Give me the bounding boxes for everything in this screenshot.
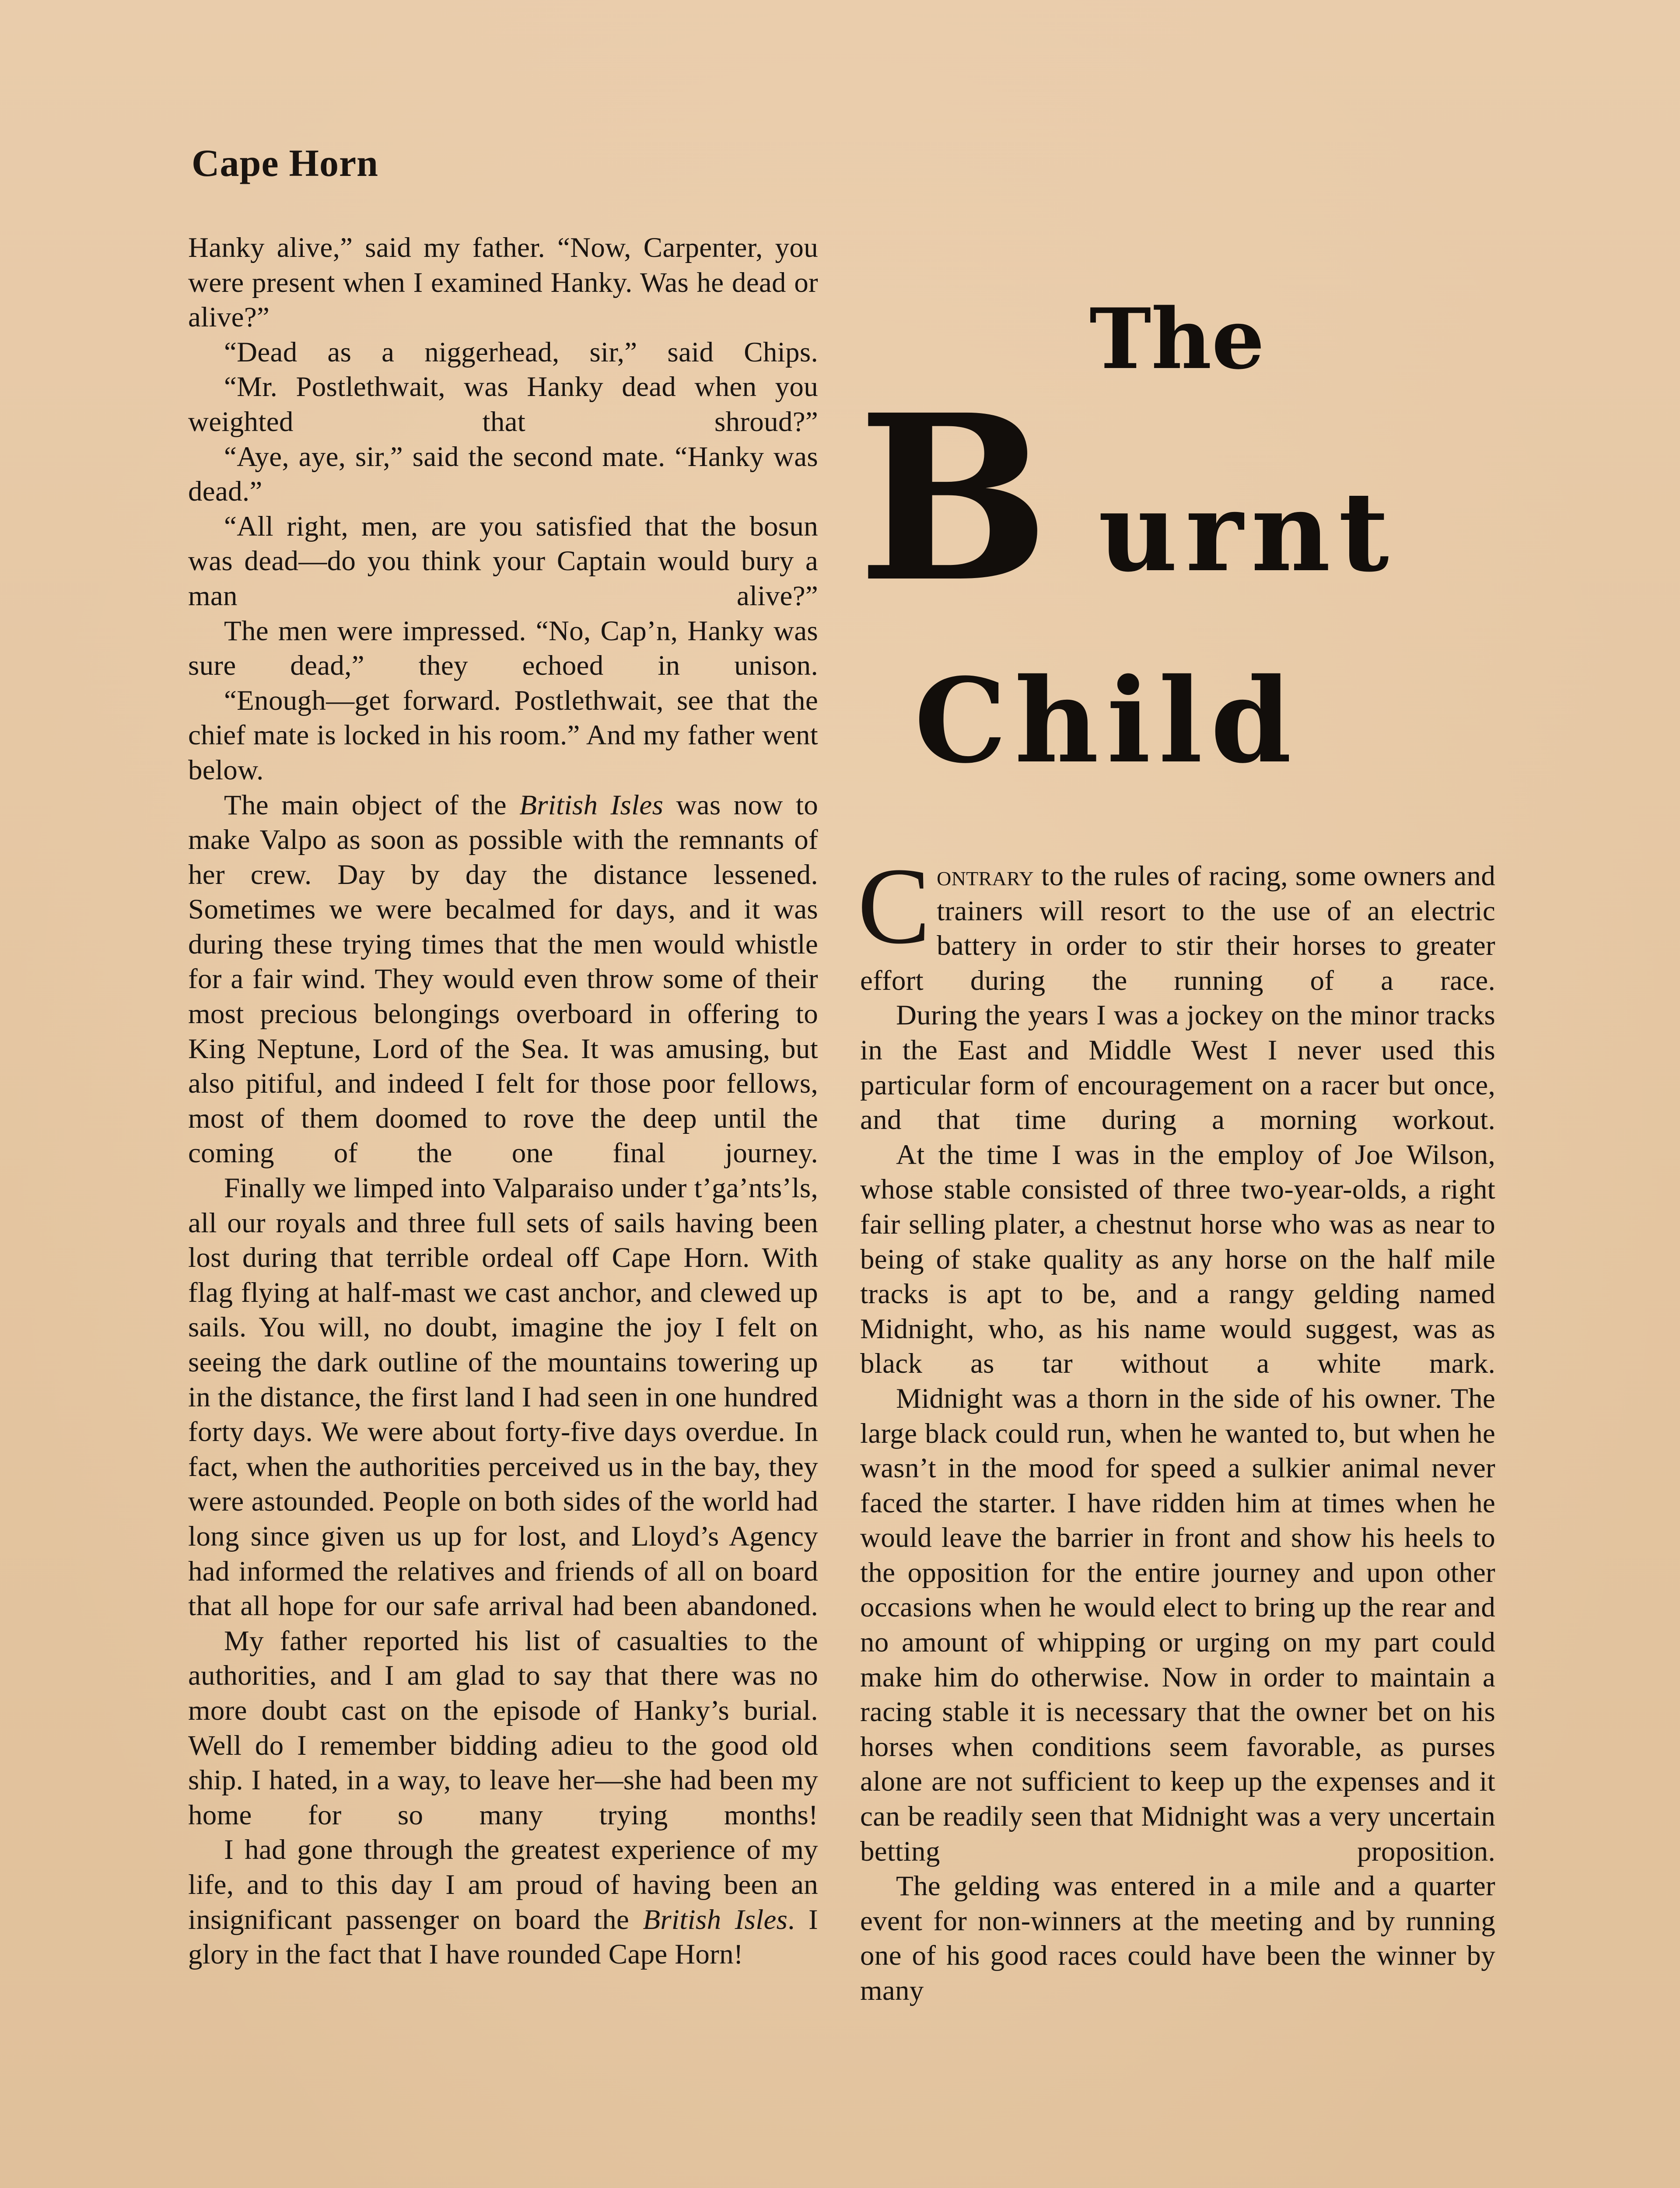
ship-name: British Isles bbox=[643, 1904, 788, 1936]
paragraph: My father reported his list of casualties to the authorities, and I am glad to say that there was no more doubt cast on the episode of Hanky’s burial. Well do I remember bidding adieu to the good old ship. I hated, in a way, to leave her—she had been my home for so many trying months! bbox=[188, 1625, 818, 1831]
paragraph: “All right, men, are you satisfied that the bosun was dead—do you think your Captain would bury a man alive?” bbox=[188, 510, 818, 612]
paragraph: The men were impressed. “No, Cap’n, Hanky was sure dead,” they echoed in unison. bbox=[188, 615, 818, 682]
opening-word: ontrary bbox=[937, 860, 1034, 892]
ship-name: British Isles bbox=[519, 789, 664, 821]
paragraph: “Dead as a niggerhead, sir,” said Chips. bbox=[224, 336, 818, 368]
text-run: . I glory in the fact that I have rounded Cape Horn! bbox=[188, 1904, 818, 1971]
text-run: I had gone through the greatest experience of my life, and to this day I am proud of having been an insignificant passenger on board the bbox=[188, 1834, 818, 1936]
right-column bbox=[858, 845, 1495, 2009]
paragraph: “Aye, aye, sir,” said the second mate. “Hanky was dead.” bbox=[188, 441, 818, 508]
story-title-urnt: urnt bbox=[1098, 467, 1397, 596]
story-title-child: Child bbox=[914, 653, 1300, 789]
paragraph: The gelding was entered in a mile and a quarter event for non-winners at the meeting and by running one of his good races could have been the winner by many bbox=[860, 1870, 1495, 2006]
opening-paragraph bbox=[858, 845, 1495, 998]
text-run: The main object of the bbox=[224, 789, 520, 821]
paragraph: At the time I was in the employ of Joe Wilson, whose stable consisted of three two-year-olds, a right fair selling plater, a chestnut horse who was as near to being of stake quality as any horse on the half mile tracks is apt to be, and a rangy gelding named Midnight, who, as his name would suggest, was as black as tar without a white mark. bbox=[860, 1139, 1495, 1380]
story-title-the: The bbox=[1089, 290, 1265, 388]
text-run: to the rules of racing, some owners and trainers will resort to the use of an electric battery in order to stir their horses to greater effort during the running of a race. bbox=[860, 860, 1495, 996]
running-head: Cape Horn bbox=[192, 142, 378, 185]
paragraph bbox=[188, 1833, 818, 1972]
story-title-initial: B bbox=[858, 365, 1051, 632]
drop-cap: C bbox=[858, 845, 931, 967]
paragraph: “Enough—get forward. Postlethwait, see that the chief mate is locked in his room.” And my father went below. bbox=[188, 684, 818, 786]
paragraph: Hanky alive,” said my father. “Now, Carpenter, you were present when I examined Hanky. Was he dead or alive?” bbox=[188, 232, 818, 333]
paragraph: Midnight was a thorn in the side of his owner. The large black could run, when he wanted to, but when he wasn’t in the mood for speed a sulkier animal never faced the starter. I have ridden him at times when he would leave the barrier in front and show his heels to the opposition for the entire journey and upon other occasions when he would elect to bring up the rear and no amount of whipping or urging on my part could make him do otherwise. Now in order to maintain a racing stable it is necessary that the owner bet on his horses when conditions seem favorable, as purses alone are not sufficient to keep up the expenses and it can be readily seen that Midnight was a very uncertain betting proposition. bbox=[860, 1382, 1495, 1867]
paragraph: “Mr. Postlethwait, was Hanky dead when you weighted that shroud?” bbox=[188, 371, 818, 438]
left-column bbox=[188, 231, 818, 1972]
text-run: was now to make Valpo as soon as possible with the remnants of her crew. Day by day the distance lessened. Sometimes we were becalmed for days, and it was during these trying times that the men would whistle for a fair wind. They would even throw some of their most precious belongings overboard in offering to King Neptune, Lord of the Sea. It was amusing, but also pitiful, and indeed I felt for those poor fellows, most of them doomed to rove the deep until the coming of the one final journey. bbox=[188, 789, 819, 1169]
paragraph bbox=[188, 788, 818, 1171]
paragraph: During the years I was a jockey on the minor tracks in the East and Middle West I never used this particular form of encouragement on a racer but once, and that time during a morning workout. bbox=[860, 999, 1495, 1136]
paragraph: Finally we limped into Valparaiso under t’ga’nts’ls, all our royals and three full sets of sails having been lost during that terrible ordeal off Cape Horn. With flag flying at half-mast we cast anchor, and clewed up sails. You will, no doubt, imagine the joy I felt on seeing the dark outline of the mountains towering up in the distance, the first land I had seen in one hundred forty days. We were about forty-five days overdue. In fact, when the authorities perceived us in the bay, they were astounded. People on both sides of the world had long since given us up for lost, and Lloyd’s Agency had informed the relatives and friends of all on board that all hope for our safe arrival had been abandoned. bbox=[188, 1172, 818, 1622]
